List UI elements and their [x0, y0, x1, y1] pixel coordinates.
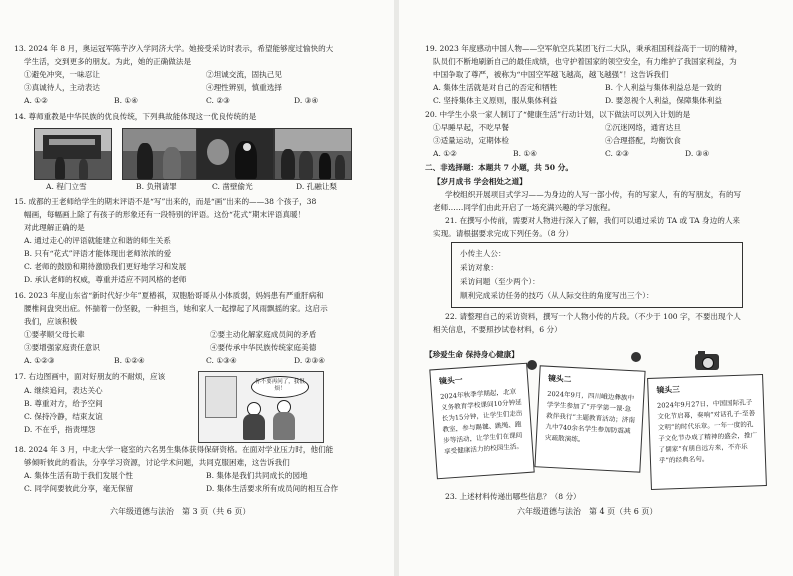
q13-statement-1: ①避免冲突，一味忍让	[24, 70, 100, 79]
q17-option-a: A. 继续追问，表达关心	[24, 386, 103, 395]
q15-stem-line1: 15. 成都的王老师给学生的期末评语不是“写”出来的，而是“画”出来的——38 个孩子，38	[14, 197, 317, 206]
q15-stem-line3: 对此理解正确的是	[24, 223, 85, 232]
q19-stem-line1: 19. 2023 年度感动中国人物——空军航空兵某团飞行二大队，秉承祖国利益高于一切的精神，	[425, 44, 743, 53]
q19-option-b: B. 个人利益与集体利益总是一致的	[605, 83, 722, 92]
q14-photo-d	[274, 128, 352, 180]
q23-stem: 23. 上述材料传递出哪些信息？（8 分）	[445, 492, 581, 501]
q19-option-a: A. 集体生活就是对自己的否定和牺牲	[433, 83, 558, 92]
q15-option-a: A. 通过走心的评语就能建立和谐的师生关系	[24, 236, 171, 245]
intro-line1: 学校组织开展项目式学习——为身边的人写一部小传，有的写家人，有的写朋友，有的写	[445, 190, 742, 199]
q16-statement-3: ③要增强家庭责任意识	[24, 343, 100, 352]
q16-stem-line1: 16. 2023 年度山东省“新时代好少年”夏椿祺，双胞胎哥哥从小体质弱，妈妈患有严重肝病和	[14, 291, 324, 300]
lens-card-3-body: 2024年9月27日，中国国际孔子文化节启幕，奏响“对话孔子·至善文明”的时代乐章。一年一度的孔子文化节办成了精神的盛会，推广了儒家“有朋自远方来，不亦乐乎”的经典名句。	[656, 398, 758, 465]
q18-option-b: B. 集体是我们共同成长的园地	[206, 471, 308, 480]
q17-option-c: C. 保持冷静，结束友谊	[24, 412, 103, 421]
camera-icon	[695, 354, 719, 370]
q16-option-d: D. ②③④	[294, 356, 326, 365]
q15-option-d: D. 承认老师的权威，尊重并适应不同风格的老师	[24, 275, 187, 284]
q15-option-b: B. 只有“花式”评语才能体现出老师浓浓的爱	[24, 249, 172, 258]
form-row-tips: 顺利完成采访任务的技巧（从人际交往的角度写出三个）：	[460, 291, 654, 300]
q19-option-d: D. 要忽视个人利益，保障集体利益	[605, 96, 722, 105]
q21-stem-line2: 实现。请根据要求完成下列任务。（8 分）	[433, 229, 574, 238]
q22-stem-line1: 22. 请整理自己的采访资料，撰写一个人物小传的片段。（不少于 100 字，不要出现个人	[445, 312, 741, 321]
pushpin-icon	[631, 352, 641, 362]
q14-option-d: D. 孔融让梨	[296, 182, 338, 191]
lens-card-3	[647, 374, 767, 490]
pushpin-icon	[527, 360, 537, 370]
q20-statement-3: ③适量运动，定期体检	[433, 136, 509, 145]
q17-cartoon	[198, 371, 324, 443]
section-heading-nonchoice: 二、非选择题：本题共 7 小题，共 50 分。	[425, 163, 573, 172]
q14-option-a: A. 程门立雪	[46, 182, 87, 191]
q20-option-a: A. ①②	[433, 149, 457, 158]
q15-option-c: C. 老师的鼓励和期待激励我们更好地学习和发展	[24, 262, 187, 271]
q13-stem-line2: 学生活，交到更多的朋友。为此，她的正确做法是	[24, 57, 192, 66]
q13-option-b: B. ①④	[114, 96, 139, 105]
q20-statement-4: ④合理搭配，均衡饮食	[605, 136, 681, 145]
q16-option-a: A. ①②③	[24, 356, 55, 365]
q21-answer-form	[451, 242, 743, 308]
intro-line2: 老师……同学们由此开启了一场充满兴趣的学习旅程。	[433, 203, 616, 212]
lens-card-1-title: 镜头一	[438, 375, 463, 386]
q17-option-d: D. 不在乎，指责埋怨	[24, 425, 96, 434]
q14-option-b: B. 负荆请罪	[136, 182, 177, 191]
q16-statement-2: ②要主动化解家庭成员间的矛盾	[210, 330, 317, 339]
q16-option-b: B. ①②④	[114, 356, 145, 365]
q20-option-b: B. ①④	[513, 149, 538, 158]
q20-statement-1: ①早睡早起，不吃早餐	[433, 123, 509, 132]
lens-card-2-body: 2024年9月，四川峨边彝族中学学生参加了“开学第一课·急救伴我行”主题教育活动；济南九中740余名学生参加防震减灾疏散演练。	[544, 389, 636, 444]
q20-stem: 20. 中学生小泉一家人制订了“健康生活”行动计划，以下做法可以列入计划的是	[425, 110, 691, 119]
q18-stem-line1: 18. 2024 年 3 月，中北大学一寝室的六名男生集体获得保研资格。在面对学业压力时，他们能	[14, 445, 334, 454]
form-row-questions: 采访问题（至少两个）：	[460, 277, 540, 286]
q13-statement-2: ②坦诚交流，固执己见	[206, 70, 282, 79]
form-row-subject: 小传主人公：	[460, 249, 506, 258]
q17-stem: 17. 右边图画中，面对好朋友的不耐烦，应该	[14, 372, 166, 381]
q14-photo-b	[122, 128, 200, 180]
q18-stem-line2: 够倾听彼此的看法，分享学习资源，讨论学术问题，共同克服困难，这告诉我们	[24, 458, 290, 467]
q17-option-b: B. 尊重对方，给予空间	[24, 399, 103, 408]
page-footer-left: 六年级道德与法治 第 3 页（共 6 页）	[110, 507, 251, 516]
q16-stem-line3: 我们，应该积极	[24, 317, 78, 326]
theme-heading-2: 【珍爱生命 保持身心健康】	[425, 350, 519, 359]
q14-stem: 14. 尊师重教是中华民族的优良传统，下列典故能体现这一优良传统的是	[14, 112, 257, 121]
q13-statement-3: ③真诚待人，主动表达	[24, 83, 100, 92]
q18-option-d: D. 集体生活要求所有成员间的相互合作	[206, 484, 339, 493]
q13-option-d: D. ③④	[294, 96, 319, 105]
q14-option-c: C. 凿壁偷光	[212, 182, 253, 191]
lens-card-1	[429, 363, 534, 480]
q22-stem-line2: 相关信息，不要照抄试卷材料，6 分）	[433, 325, 562, 334]
exam-page-4	[399, 0, 793, 576]
q21-stem-line1: 21. 在撰写小传前，需要对人物进行深入了解，我们可以通过采访 TA 或 TA 身边的人来	[445, 216, 741, 225]
form-row-interviewee: 采访对象：	[460, 263, 498, 272]
q18-option-c: C. 同学间要彼此分享，毫无保留	[24, 484, 134, 493]
q20-statement-2: ②沉迷网络，通宵达旦	[605, 123, 681, 132]
q16-option-c: C. ①③④	[206, 356, 237, 365]
q20-option-d: D. ③④	[685, 149, 710, 158]
q19-stem-line2: 队员们不断地刷新自己的最佳成绩，也守护着国家的领空安全，有力维护了我国家利益，为	[433, 57, 737, 66]
q20-option-c: C. ②③	[605, 149, 629, 158]
lens-card-3-title: 镜头三	[656, 384, 681, 395]
lens-card-2	[534, 365, 645, 472]
exam-page-3	[0, 0, 394, 576]
q16-statement-1: ①要孝顺父母长辈	[24, 330, 85, 339]
q14-photo-a	[34, 128, 112, 180]
q19-option-c: C. 坚持集体主义原则，服从集体利益	[433, 96, 558, 105]
lens-card-1-body: 2024年秋季学期起，北京义务教育学校课间10分钟延长为15分钟，让学生们走出教室，参与踢毽、跳绳、跑步等活动，让学生们在课间享受健康活力的校园生活。	[439, 387, 524, 456]
q16-statement-4: ④要传承中华民族传统家庭美德	[210, 343, 317, 352]
q19-stem-line3: 中国争取了尊严，被称为“中国空军越飞越高，越飞越强”！这告诉我们	[433, 70, 669, 79]
q16-stem-line2: 腰椎间盘突出症。怀揣着一份坚毅，一种担当，她和家人一起撑起了风雨飘摇的家。这启示	[24, 304, 328, 313]
cartoon-speech-bubble: 你不要再问了，我很烦！	[251, 376, 309, 398]
lens-card-2-title: 镜头二	[547, 373, 572, 384]
q14-photo-c	[196, 128, 274, 180]
theme-heading-1: 【岁月成书 学会相处之道】	[433, 177, 527, 186]
q13-statement-4: ④理性辨别，慎重选择	[206, 83, 282, 92]
q15-stem-line2: 幅画，每幅画上除了有孩子的形象还有一段特别的评语。这份“花式”期末评语真暖！	[24, 210, 306, 219]
page-footer-right: 六年级道德与法治 第 4 页（共 6 页）	[517, 507, 658, 516]
q13-option-c: C. ②③	[206, 96, 230, 105]
q18-option-a: A. 集体生活有助于我们发展个性	[24, 471, 134, 480]
q13-stem-line1: 13. 2024 年 8 月，奥运冠军陈芋汐入学同济大学。她接受采访时表示，希望能够度过愉快的大	[14, 44, 334, 53]
q13-option-a: A. ①②	[24, 96, 48, 105]
